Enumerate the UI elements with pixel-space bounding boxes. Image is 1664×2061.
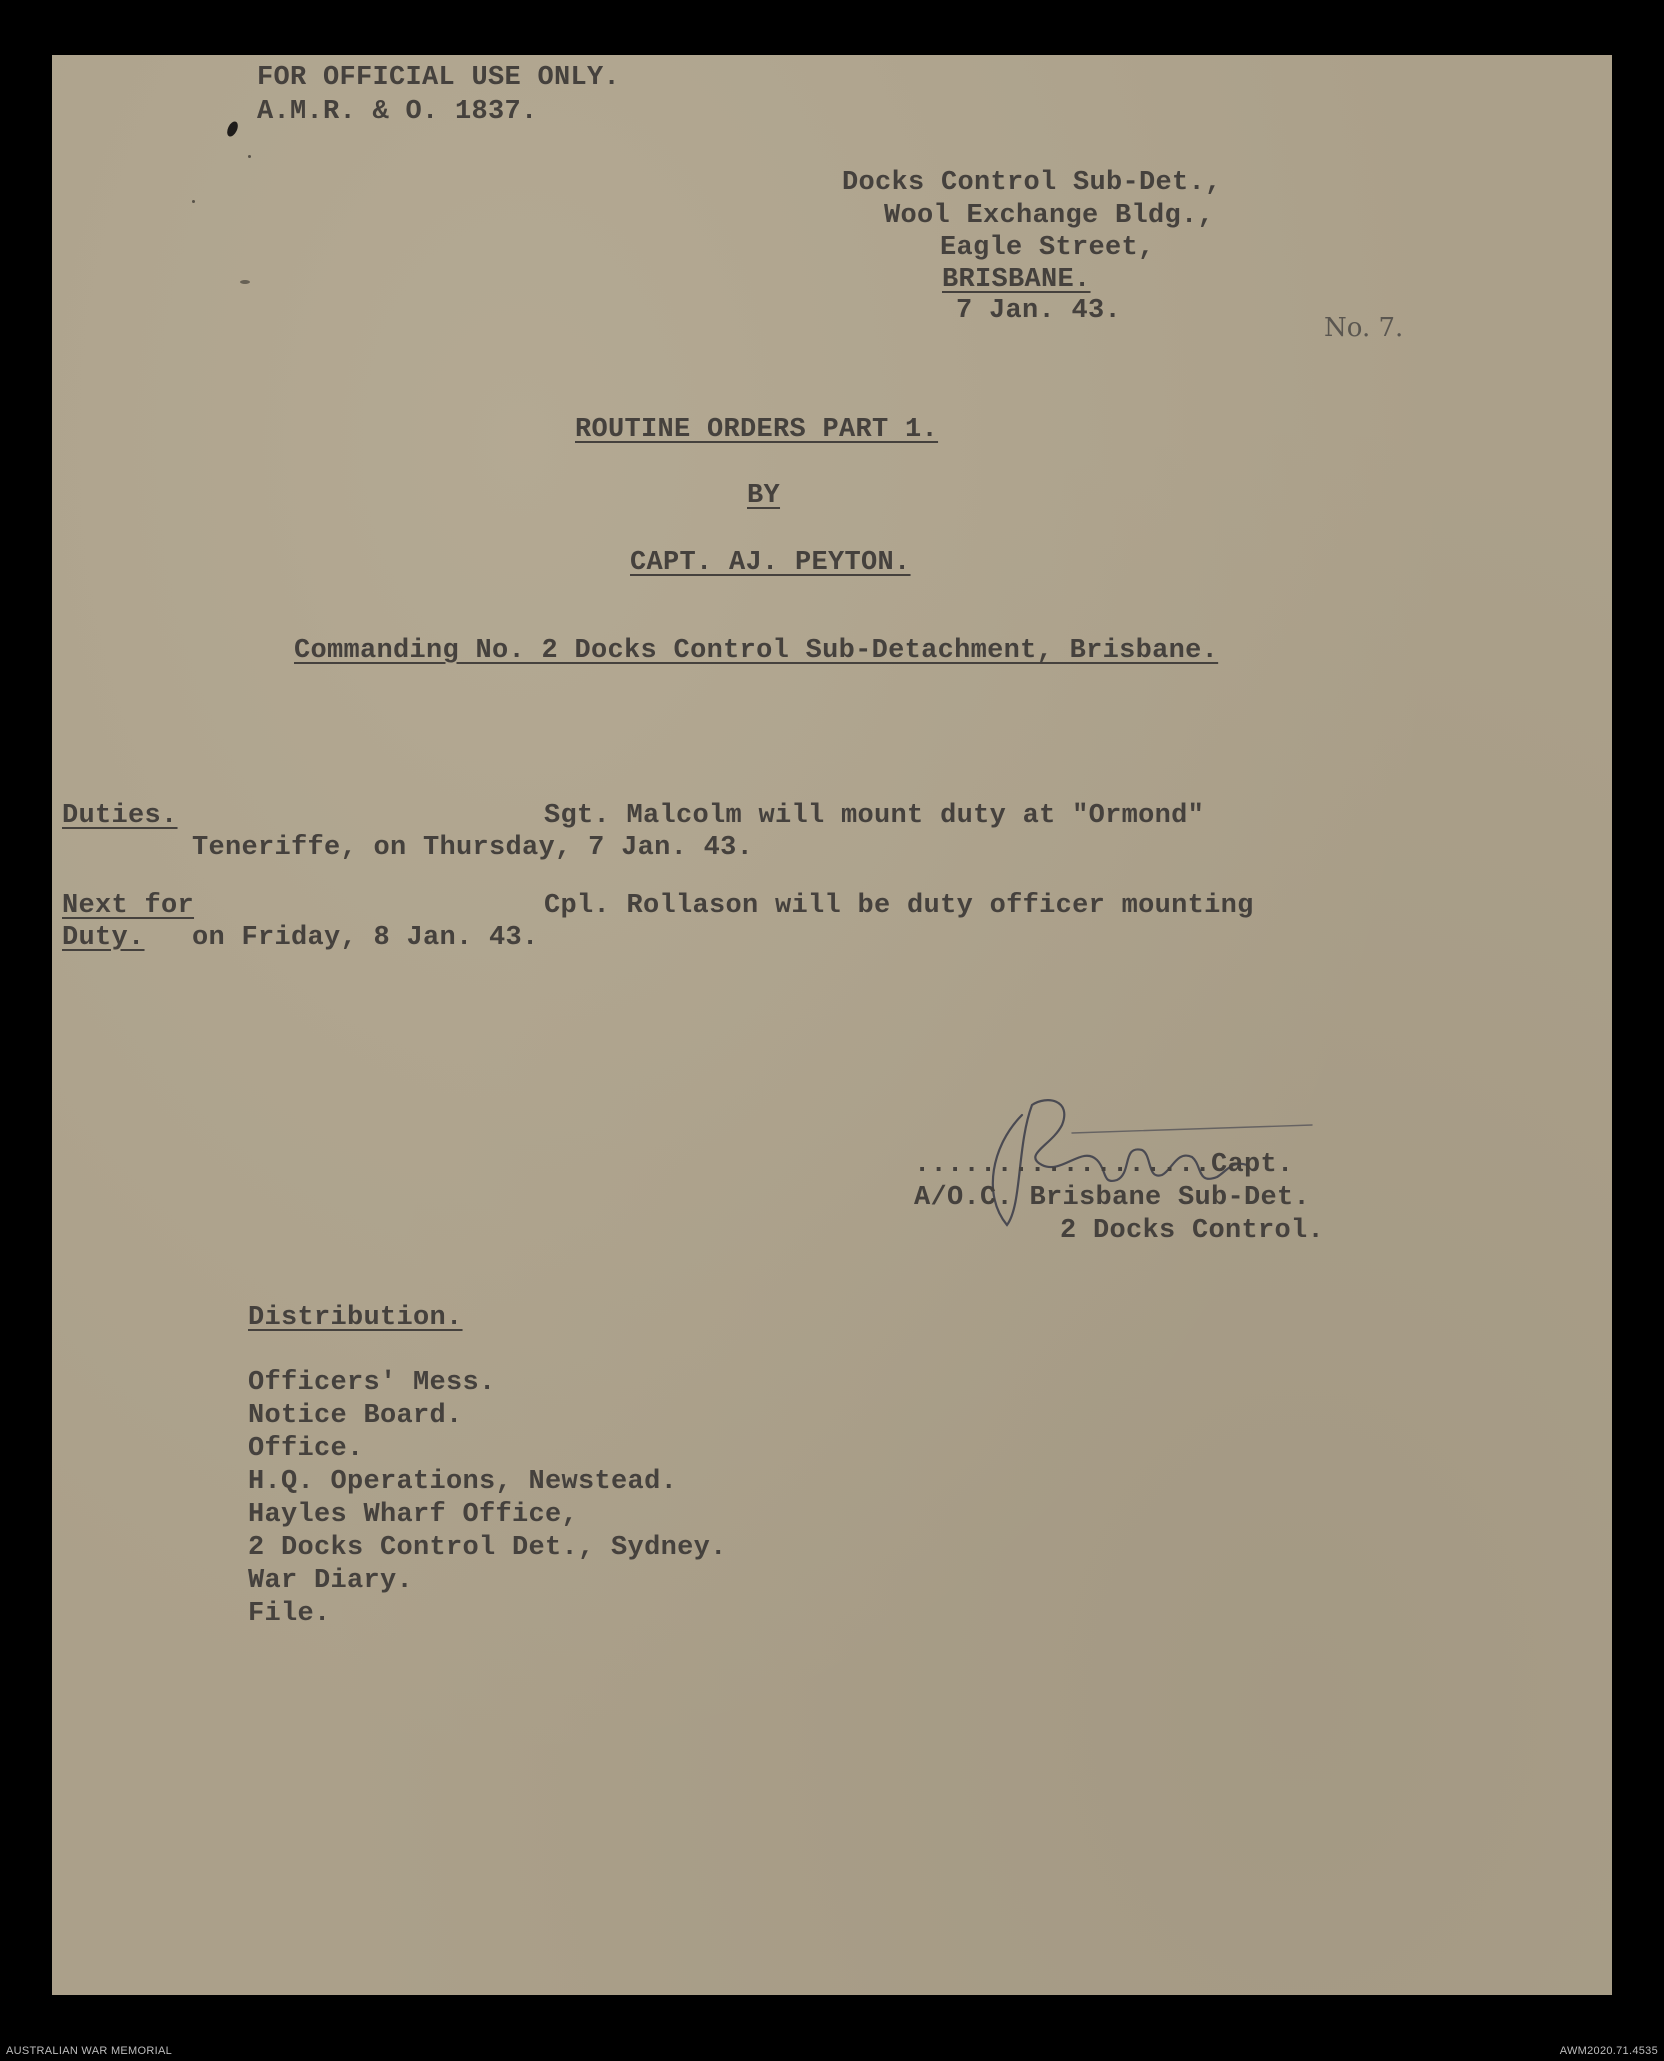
title-by: BY — [747, 481, 781, 511]
address-line: Docks Control Sub-Det., — [842, 168, 1222, 198]
commanding-officer: CAPT. AJ. PEYTON. — [630, 548, 911, 578]
document-date: 7 Jan. 43. — [956, 296, 1122, 326]
ink-mark — [192, 200, 195, 203]
ink-mark — [225, 120, 240, 138]
signature-title: A/O.C. Brisbane Sub-Det. — [914, 1183, 1311, 1213]
distribution-heading: Distribution. — [248, 1303, 463, 1333]
order-number: No. 7. — [1324, 313, 1404, 343]
document-title: ROUTINE ORDERS PART 1. — [575, 415, 939, 445]
regulation-reference: A.M.R. & O. 1837. — [257, 97, 538, 127]
distribution-item: War Diary. — [248, 1566, 414, 1596]
distribution-item: 2 Docks Control Det., Sydney. — [248, 1533, 727, 1563]
ink-mark — [248, 155, 251, 158]
official-use-line: FOR OFFICIAL USE ONLY. — [257, 63, 621, 93]
archive-credit: AUSTRALIAN WAR MEMORIAL — [6, 2045, 173, 2057]
address-line: Eagle Street, — [940, 233, 1155, 263]
archive-reference: AWM2020.71.4535 — [1559, 2045, 1658, 2057]
distribution-item: Office. — [248, 1434, 364, 1464]
address-city: BRISBANE. — [942, 265, 1091, 295]
distribution-item: Officers' Mess. — [248, 1368, 496, 1398]
order-text: Cpl. Rollason will be duty officer mounting — [544, 891, 1254, 921]
distribution-item: Notice Board. — [248, 1401, 463, 1431]
distribution-item: H.Q. Operations, Newstead. — [248, 1467, 678, 1497]
signature-line: ..................Capt. — [914, 1150, 1294, 1180]
signature-unit: 2 Docks Control. — [1060, 1216, 1325, 1246]
command-description: Commanding No. 2 Docks Control Sub-Detachment, Brisbane. — [294, 636, 1219, 666]
address-line: Wool Exchange Bldg., — [884, 201, 1215, 231]
order-heading: Duty. — [62, 923, 145, 953]
document-page — [52, 55, 1612, 1995]
order-heading: Next for — [62, 891, 195, 921]
distribution-item: Hayles Wharf Office, — [248, 1500, 579, 1530]
order-text: Sgt. Malcolm will mount duty at "Ormond" — [544, 801, 1205, 831]
order-text: Teneriffe, on Thursday, 7 Jan. 43. — [192, 833, 754, 863]
distribution-item: File. — [248, 1599, 331, 1629]
order-heading: Duties. — [62, 801, 178, 831]
order-text: on Friday, 8 Jan. 43. — [192, 923, 539, 953]
ink-mark — [240, 280, 250, 284]
